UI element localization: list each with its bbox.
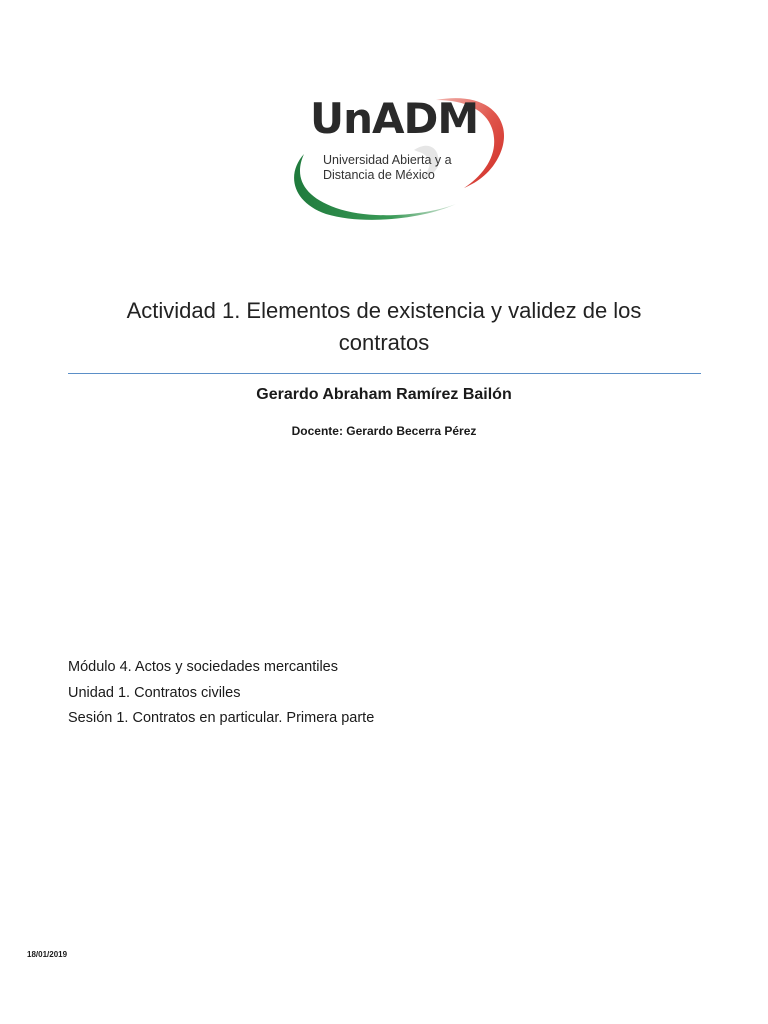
logo-subtitle-line1: Universidad Abierta y a: [323, 153, 452, 167]
document-date: 18/01/2019: [27, 950, 68, 959]
document-title: Actividad 1. Elementos de existencia y validez de los contratos: [126, 298, 642, 355]
session-line: Sesión 1. Contratos en particular. Primera parte: [68, 710, 375, 726]
unadm-logo: [286, 92, 510, 222]
logo-subtitle-line2: Distancia de México: [323, 168, 435, 182]
course-info: [68, 655, 374, 732]
author-name: Gerardo Abraham Ramírez Bailón: [256, 386, 512, 403]
teacher-name: Docente: Gerardo Becerra Pérez: [291, 424, 477, 438]
module-line: Módulo 4. Actos y sociedades mercantiles: [68, 659, 338, 675]
logo-wordmark: UnADM: [310, 94, 479, 143]
title-divider: [68, 373, 701, 374]
unit-line: Unidad 1. Contratos civiles: [68, 684, 241, 701]
